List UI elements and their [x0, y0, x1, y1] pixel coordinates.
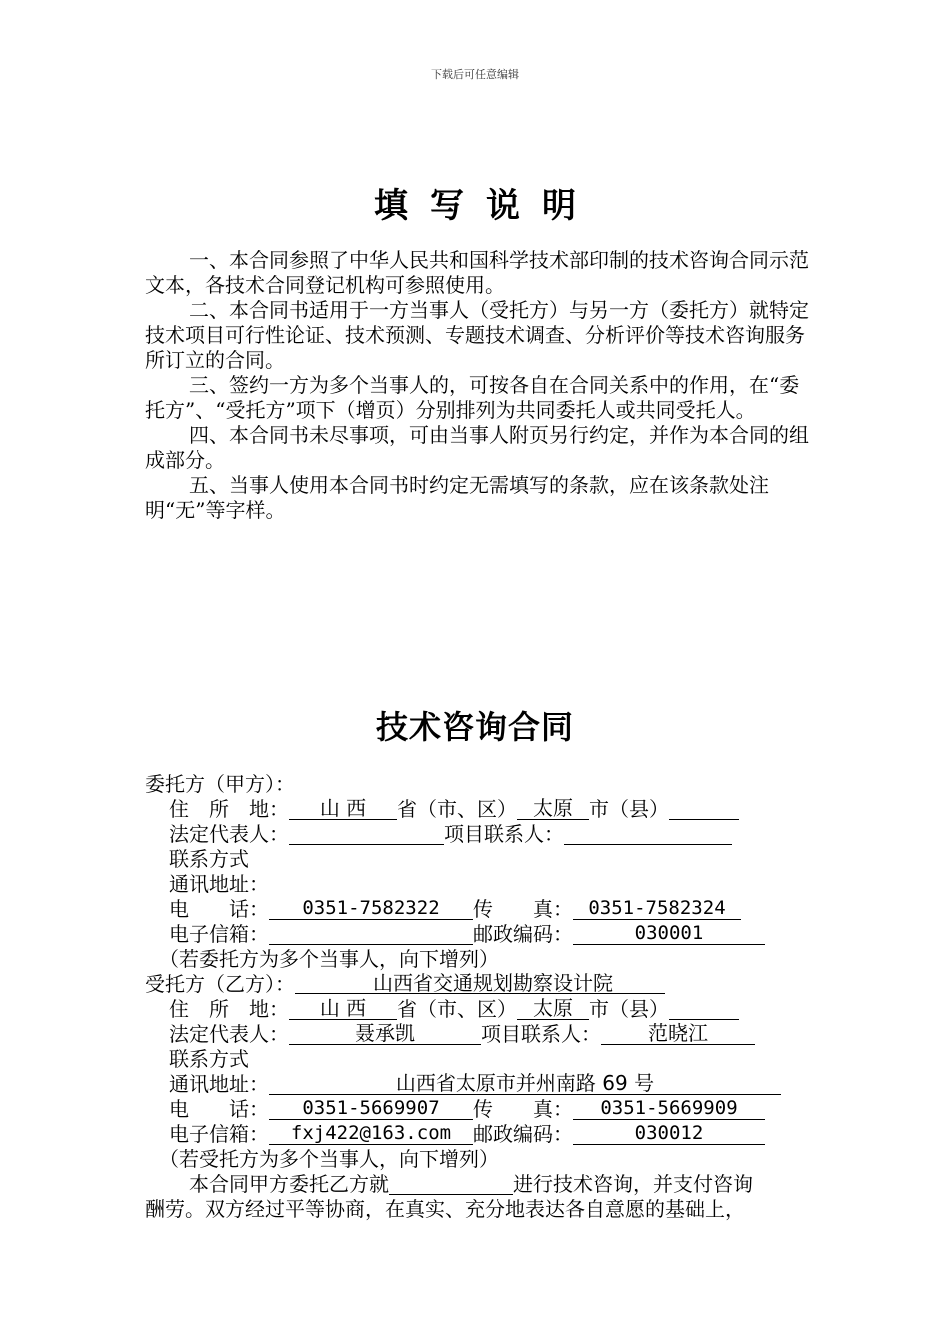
provider-legal-rep-field[interactable]: 聂承凯	[289, 1023, 481, 1045]
client-email-field[interactable]	[269, 923, 473, 945]
provider-postcode-field[interactable]: 030012	[573, 1123, 765, 1145]
instruction-item: 三、签约一方为多个当事人的，可按各自在合同关系中的作用，在“委托方”、“受托方”项下（增页）分别排列为共同委托人或共同受托人。	[145, 373, 800, 422]
client-fax-field[interactable]: 0351-7582324	[573, 898, 741, 920]
provider-mail-row: 通讯地址： 山西省太原市并州南路 69 号	[145, 1072, 810, 1097]
page-header: 下载后可任意编辑	[431, 68, 519, 81]
provider-province-field[interactable]: 山 西	[289, 998, 397, 1020]
contract-body-line-2: 酬劳。双方经过平等协商，在真实、充分地表达各自意愿的基础上，	[145, 1197, 745, 1221]
client-province-field[interactable]: 山 西	[289, 798, 397, 820]
instruction-item: 五、当事人使用本合同书时约定无需填写的条款，应在该条款处注明“无”等字样。	[145, 473, 769, 522]
client-phone-row: 电 话： 0351-7582322 传 真： 0351-7582324	[145, 897, 810, 922]
client-address-row: 住 所 地： 山 西 省（市、区） 太原 市（县）	[145, 797, 810, 822]
provider-note: （若受托方为多个当事人，向下增列）	[159, 1147, 499, 1171]
instruction-item: 一、本合同参照了中华人民共和国科学技术部印制的技术咨询合同示范文本，各技术合同登记机构可参照使用。	[145, 248, 809, 297]
instruction-item: 二、本合同书适用于一方当事人（受托方）与另一方（委托方）就特定技术项目可行性论证、技术预测、专题技术调查、分析评价等技术咨询服务所订立的合同。	[145, 298, 809, 372]
provider-phone-row: 电 话： 0351-5669907 传 真： 0351-5669909	[145, 1097, 810, 1122]
provider-mail-address-field[interactable]: 山西省太原市并州南路 69 号	[269, 1073, 781, 1095]
client-mail-row: 通讯地址：	[169, 872, 269, 896]
client-heading: 委托方（甲方）：	[145, 772, 295, 796]
provider-city-field[interactable]: 太原	[517, 998, 589, 1020]
provider-contact-method: 联系方式	[169, 1047, 249, 1071]
client-legal-rep-field[interactable]	[289, 823, 444, 845]
provider-address-row: 住 所 地： 山 西 省（市、区） 太原 市（县）	[145, 997, 810, 1022]
contract-title: 技术咨询合同	[375, 708, 574, 746]
provider-email-field[interactable]: fxj422@163.com	[269, 1123, 473, 1145]
provider-name-field[interactable]: 山西省交通规划勘察设计院	[295, 973, 665, 994]
provider-fax-field[interactable]: 0351-5669909	[573, 1098, 765, 1120]
client-email-row: 电子信箱： 邮政编码： 030001	[145, 922, 810, 947]
contract-form	[145, 772, 810, 1222]
client-project-contact-field[interactable]	[564, 823, 732, 845]
client-rep-row: 法定代表人： 项目联系人：	[145, 822, 810, 847]
client-contact-method: 联系方式	[169, 847, 249, 871]
client-phone-field[interactable]: 0351-7582322	[269, 898, 473, 920]
client-note: （若委托方为多个当事人，向下增列）	[159, 947, 499, 971]
provider-county-field[interactable]	[669, 998, 739, 1020]
contract-body: 本合同甲方委托乙方就 进行技术咨询，并支付咨询 酬劳。双方经过平等协商，在真实、充分地表达各自意愿的基础上，	[145, 1172, 810, 1222]
provider-phone-field[interactable]: 0351-5669907	[269, 1098, 473, 1120]
provider-email-row: 电子信箱： fxj422@163.com 邮政编码： 030012	[145, 1122, 810, 1147]
provider-rep-row: 法定代表人： 聂承凯 项目联系人： 范晓江	[145, 1022, 810, 1047]
client-county-field[interactable]	[669, 798, 739, 820]
consulting-project-field[interactable]	[389, 1173, 513, 1195]
provider-heading-row: 受托方（乙方）： 山西省交通规划勘察设计院	[145, 972, 810, 997]
client-city-field[interactable]: 太原	[517, 798, 589, 820]
instructions-title: 填写说明	[374, 186, 598, 226]
client-postcode-field[interactable]: 030001	[573, 923, 765, 945]
provider-project-contact-field[interactable]: 范晓江	[601, 1023, 755, 1045]
instruction-item: 四、本合同书未尽事项，可由当事人附页另行约定，并作为本合同的组成部分。	[145, 423, 809, 472]
instructions-body	[145, 248, 810, 523]
